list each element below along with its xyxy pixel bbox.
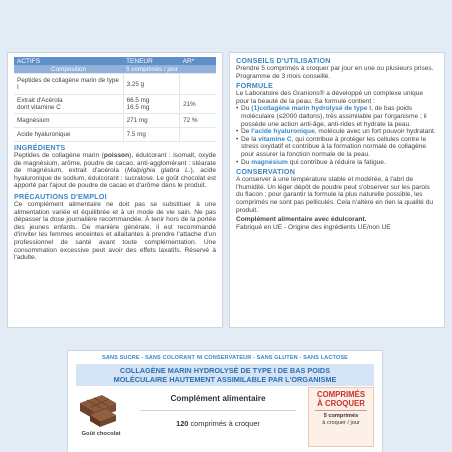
sweetener-note-bold: Complément alimentaire avec édulcorant. [236, 216, 367, 224]
row-ar [180, 74, 216, 95]
formula-item-post: , molécule avec un fort pouvoir hydratant. [314, 128, 436, 136]
usage-title: CONSEILS D'UTILISATION [236, 56, 331, 65]
product-category-block [134, 391, 302, 428]
chocolate-icon [76, 389, 120, 431]
tablet-count-text: comprimés à croquer [190, 419, 260, 428]
origin-note: Fabriqué en UE - Origine des ingrédients UE/non UE [236, 223, 391, 231]
row-value: 3.25 g [123, 74, 180, 95]
list-item [236, 136, 438, 159]
ingredients-part2: ), édulcorant : isomalt, oxyde de magnésium, arôme, poudre de cacao, anti-agglomérant : stéarate de magnésium, extrait d'acérola ( [14, 152, 216, 175]
formula-item-pre: De la [241, 135, 259, 143]
list-item [236, 128, 438, 136]
tablet-count [134, 415, 302, 428]
ingredients-latin: Malpighia glabra L. [126, 167, 191, 175]
ingredients-allergen: poisson [103, 152, 130, 159]
formula-list [236, 105, 438, 166]
badge-line2: À CROQUER [317, 398, 365, 408]
nutrition-table [14, 57, 216, 142]
formula-item-post: , de bas poids moléculaire (≤2000 daltons), très assimilable par l'organisme ; il possède une action anti-âge, anti-rides et hydrate la peau. [241, 105, 427, 128]
row-name: Acide hyaluronique [14, 128, 123, 142]
left-info-panel [7, 52, 223, 328]
row-value [123, 95, 180, 114]
row-name: Peptides de collagène marin de type I [14, 74, 123, 95]
formula-title: FORMULE [236, 81, 273, 91]
badge-dose-sub: à croquer / jour [322, 419, 360, 426]
ingredients-title: INGRÉDIENTS [14, 143, 66, 152]
product-summary-panel [67, 350, 383, 452]
ingredients-text [14, 152, 216, 190]
row-value: 7.5 mg [123, 128, 180, 142]
badge-dose-number: 5 comprimés [323, 413, 359, 420]
nutrition-header-row [14, 57, 216, 65]
list-item [236, 105, 438, 128]
formula-item-highlight: vitamine C [258, 135, 292, 143]
table-row [14, 114, 216, 128]
product-title-line2: MOLÉCULAIRE HAUTEMENT ASSIMILABLE PAR L'ORGANISME [113, 375, 337, 384]
subheader-composition: Composition [14, 65, 123, 74]
formula-item-highlight: (1)collagène marin hydrolysé de type I [251, 105, 372, 113]
row-name-sub: dont vitamine C [17, 104, 61, 111]
row-name: Magnésium [14, 114, 123, 128]
row-value: 271 mg [123, 114, 180, 128]
header-teneur: TENEUR [123, 57, 180, 65]
formula-item-post: , qui contribue à protéger les cellules contre le stress oxydatif et contribue à la formation normale de collagène pour assurer la fonction normale de la peau. [241, 135, 427, 158]
formula-item-pre: Du [241, 158, 252, 166]
formula-item-highlight: l'acide hyaluronique [251, 128, 315, 136]
row-name [14, 95, 123, 114]
badge-divider [315, 410, 367, 411]
row-ar: 21% [180, 95, 216, 114]
taste-label: Goût chocolat [81, 431, 121, 437]
product-title-line1: COLLAGÈNE MARIN HYDROLYSÉ DE TYPE I DE BAS POIDS [119, 366, 331, 375]
product-category: Complément alimentaire [170, 394, 266, 403]
free-from-line: SANS SUCRE - SANS COLORANT NI CONSERVATEUR - SANS GLUTEN - SANS LACTOSE [102, 355, 348, 361]
ingredients-part1: Peptides de collagène marin ( [14, 152, 104, 159]
header-actifs: ACTIFS [14, 57, 123, 65]
precautions-title: PRÉCAUTIONS D'EMPLOI [14, 191, 107, 201]
formula-intro: Le Laboratoire des Granions® a développé un complexe unique pour la beauté de la peau. Sa formule contient : [236, 90, 424, 105]
formula-item-highlight: magnésium [251, 158, 288, 166]
conservation-text: A conserver à une température stable et modérée, à l'abri de l'humidité. Un léger dépôt de poudre peut s'observer sur les parois du flacon ; pour garantir la formule la plus naturelle possible, les comprimés ne sont pas pelliculés. Cela n'altère en rien la qualité du produit. [236, 176, 433, 214]
table-row [14, 95, 216, 114]
chewable-badge [308, 387, 374, 447]
formula-item-pre: De [241, 128, 252, 136]
list-item [236, 159, 438, 167]
row-ar: 72 % [180, 114, 216, 128]
formula-item-pre: Du [241, 105, 252, 113]
right-info-panel [229, 52, 445, 328]
subheader-dose: 5 comprimés / jour [123, 65, 216, 74]
precautions-text: Ce complément alimentaire ne doit pas se substituer à une alimentation variée et équilibrée et à un mode de vie sain. Ne pas dépasser la dose journalière recommandée. À tenir hors de la portée des jeunes enfants. De manière générale, il est recommandé d'inviter les femmes enceintes et allaitantes à prendre l'attache d'un professionnel de santé avant toute complémentation. Une consommation excessive peut avoir des effets laxatifs. Réservé à l'adulte. [14, 200, 216, 262]
row-value-main: 66.5 mg [126, 97, 150, 104]
tablet-count-number: 120 [176, 419, 189, 428]
row-name-main: Extrait d'Acérola [17, 97, 63, 104]
sweetener-note [236, 216, 438, 224]
row-ar [180, 128, 216, 142]
nutrition-subheader-row [14, 65, 216, 74]
ingredients-part3: ), acide hyaluronique de sodium, édulcorant : sucralose. Le goût chocolat est apporté par l'ajout de poudre de cacao et d'arôme dans le produit. [14, 167, 217, 190]
badge-line1: COMPRIMÉS [316, 390, 366, 399]
header-ar: AR* [180, 57, 216, 65]
row-value-sub: 16.5 mg [126, 104, 150, 111]
formula-item-post: qui contribue à réduire la fatigue. [287, 158, 386, 166]
usage-text: Prendre 5 comprimés à croquer par jour en une ou plusieurs prises. Programme de 3 mois conseillé. [236, 65, 434, 80]
table-row [14, 128, 216, 142]
product-title-banner [76, 364, 374, 386]
conservation-title: CONSERVATION [236, 167, 296, 177]
product-info-row [74, 387, 376, 449]
table-row [14, 74, 216, 95]
divider [140, 410, 296, 411]
